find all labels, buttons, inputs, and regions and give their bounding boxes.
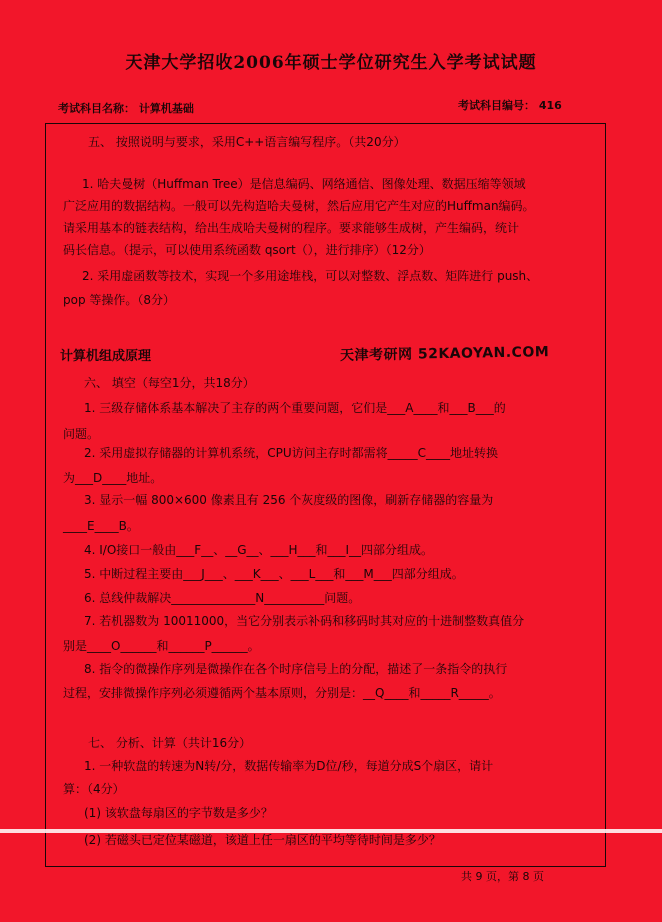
question-line: 4. I/O接口一般由___F__、__G__、___H___和___I__四部分组成。 [84, 543, 434, 557]
question-line: 3. 显示一幅 800×600 像素且有 256 个灰度级的图像，刷新存储器的容量为 [84, 493, 494, 507]
question-line: 算：（4分） [63, 782, 125, 796]
question-line: (2) 若磁头已定位某磁道，该道上任一扇区的平均等待时间是多少？ [84, 833, 441, 847]
page-footer: 共 9 页，第 8 页 [461, 870, 544, 883]
question-line: 别是____O______和______P______。 [63, 639, 260, 653]
question-line: 1. 三级存储体系基本解决了主存的两个重要问题，它们是___A____和___B___的 [84, 401, 506, 415]
question-line: 6. 总线仲裁解决______________N__________问题。 [84, 591, 361, 605]
scan-artifact-line [0, 829, 662, 833]
question-line: (1) 该软盘每扇区的字节数是多少？ [84, 806, 273, 820]
section-6-heading: 六、 填空（每空1分，共18分） [84, 376, 255, 390]
question-line: 2. 采用虚函数等技术，实现一个多用途堆栈，可以对整数、浮点数、矩阵进行 push、 [82, 269, 539, 283]
section-heading-computer-organization: 计算机组成原理 [60, 349, 152, 364]
question-line: pop 等操作。（8分） [63, 293, 176, 307]
question-line: 为___D____地址。 [63, 471, 163, 485]
question-line: 请采用基本的链表结构，给出生成哈夫曼树的程序。要求能够生成树，产生编码，统计 [63, 221, 520, 235]
question-line: 过程，安排微操作序列必须遵循两个基本原则，分别是：__Q____和_____R_____。 [63, 686, 501, 700]
question-line: 8. 指令的微操作序列是微操作在各个时序信号上的分配，描述了一条指令的执行 [84, 662, 508, 676]
watermark-stamp: 天津考研网 52KAOYAN.COM [339, 344, 550, 364]
question-line: 广泛应用的数据结构。一般可以先构造哈夫曼树，然后应用它产生对应的Huffman编码。 [63, 199, 535, 213]
question-line: 1. 一种软盘的转速为N转/分，数据传输率为D位/秒，每道分成S个扇区，请计 [84, 759, 494, 773]
section-5-heading: 五、 按照说明与要求，采用C++语言编写程序。（共20分） [88, 135, 406, 149]
section-7-heading: 七、 分析、计算（共计16分） [88, 736, 252, 750]
question-line: 问题。 [63, 427, 100, 441]
exam-title: 天津大学招收2006年硕士学位研究生入学考试试题 [125, 53, 537, 73]
question-line: 7. 若机器数为 10011000，当它分别表示补码和移码时其对应的十进制整数真值分 [84, 614, 525, 628]
question-line: 2. 采用虚拟存储器的计算机系统，CPU访问主存时都需将_____C____地址转换 [84, 446, 499, 460]
question-line: 1. 哈夫曼树（Huffman Tree）是信息编码、网络通信、图像处理、数据压缩等领域 [82, 177, 526, 191]
question-line: 码长信息。（提示，可以使用系统函数 qsort（），进行排序）（12分） [63, 243, 431, 257]
question-line: ____E____B。 [63, 519, 139, 533]
subject-code: 考试科目编号： 416 [458, 99, 562, 112]
subject-name: 考试科目名称： 计算机基础 [58, 102, 194, 115]
question-line: 5. 中断过程主要由___J___、___K___、___L___和___M___四部分组成。 [84, 567, 464, 581]
